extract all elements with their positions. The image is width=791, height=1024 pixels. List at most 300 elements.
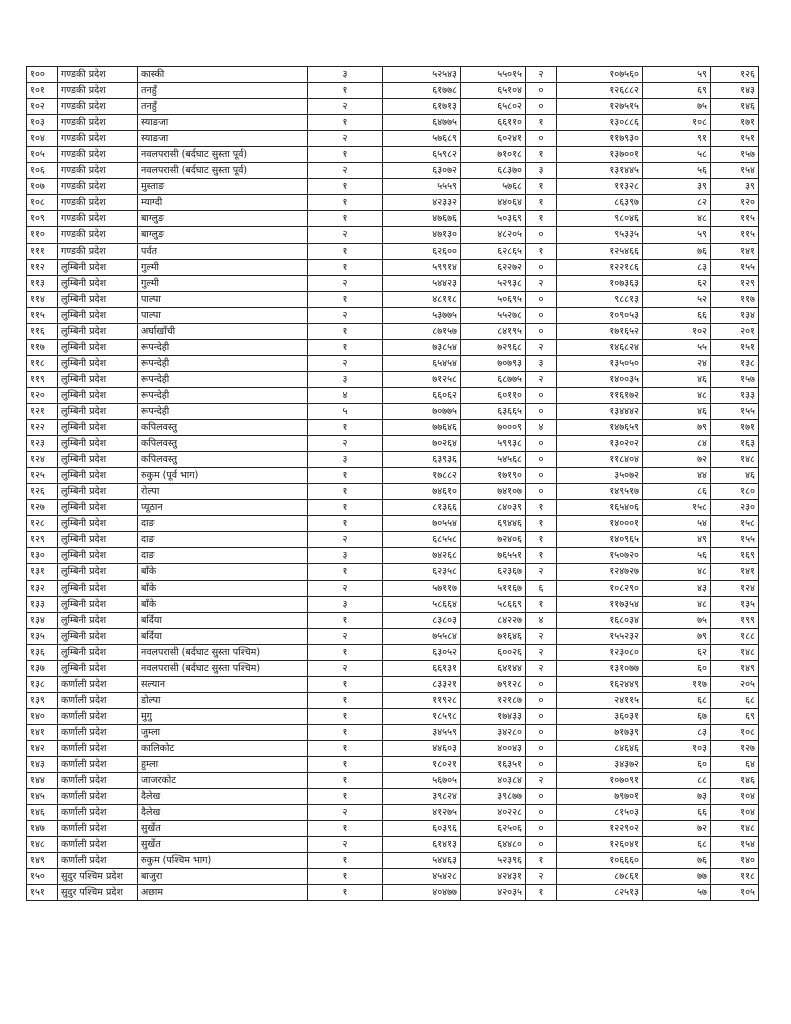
- province-cell: लुम्बिनी प्रदेश: [58, 436, 138, 452]
- serial-number-cell: १२४: [27, 452, 58, 468]
- value-e-cell: १५१: [711, 131, 759, 147]
- province-cell: गण्डकी प्रदेश: [58, 179, 138, 195]
- value-c-cell: ३: [526, 355, 557, 371]
- value-c-cell: २: [526, 869, 557, 885]
- value-d-cell: ४४: [643, 468, 711, 484]
- constituency-number-cell: ३: [308, 371, 383, 387]
- table-row: [27, 869, 759, 885]
- value-c-cell: २: [526, 564, 557, 580]
- value-e-cell: १५१: [711, 339, 759, 355]
- district-cell: सुर्खेत: [138, 837, 308, 853]
- value-c-cell: ०: [526, 805, 557, 821]
- constituency-number-cell: १: [308, 259, 383, 275]
- value-e-cell: १५५: [711, 532, 759, 548]
- province-cell: लुम्बिनी प्रदेश: [58, 548, 138, 564]
- total-cell: १३४४४२: [557, 403, 643, 419]
- table-row: [27, 644, 759, 660]
- value-a-cell: ७४२६८: [383, 548, 461, 564]
- total-cell: ८६३९७: [557, 195, 643, 211]
- table-row: [27, 596, 759, 612]
- value-d-cell: ४३: [643, 580, 711, 596]
- value-a-cell: ५२५४३: [383, 67, 461, 83]
- value-a-cell: ८१३६६: [383, 500, 461, 516]
- constituency-number-cell: ३: [308, 452, 383, 468]
- value-a-cell: १८५९८: [383, 708, 461, 724]
- value-a-cell: ६१७७८: [383, 83, 461, 99]
- serial-number-cell: १३०: [27, 548, 58, 564]
- value-c-cell: ०: [526, 708, 557, 724]
- value-e-cell: १५७: [711, 147, 759, 163]
- value-a-cell: ५९९१४: [383, 259, 461, 275]
- total-cell: १०७३६३: [557, 275, 643, 291]
- value-e-cell: २०१: [711, 323, 759, 339]
- value-b-cell: ६२८६५: [461, 243, 526, 259]
- value-a-cell: ८७१५७: [383, 323, 461, 339]
- value-b-cell: ६५१०४: [461, 83, 526, 99]
- total-cell: ११६१७२: [557, 387, 643, 403]
- constituency-number-cell: १: [308, 612, 383, 628]
- table-row: [27, 853, 759, 869]
- table-row: [27, 789, 759, 805]
- value-d-cell: १०३: [643, 740, 711, 756]
- value-e-cell: १२०: [711, 195, 759, 211]
- value-c-cell: २: [526, 371, 557, 387]
- table-row: [27, 821, 759, 837]
- constituency-number-cell: २: [308, 628, 383, 644]
- value-e-cell: ११५: [711, 211, 759, 227]
- total-cell: १०८२९०: [557, 580, 643, 596]
- value-a-cell: ५७६८९: [383, 131, 461, 147]
- value-c-cell: ०: [526, 99, 557, 115]
- province-cell: लुम्बिनी प्रदेश: [58, 291, 138, 307]
- table-row: [27, 243, 759, 259]
- value-a-cell: ६१७१३: [383, 99, 461, 115]
- value-c-cell: ४: [526, 612, 557, 628]
- province-cell: कर्णाली प्रदेश: [58, 692, 138, 708]
- value-b-cell: ५५२७८: [461, 307, 526, 323]
- value-a-cell: ६६०६२: [383, 387, 461, 403]
- constituency-number-cell: २: [308, 436, 383, 452]
- table-row: [27, 99, 759, 115]
- constituency-number-cell: ४: [308, 387, 383, 403]
- province-cell: लुम्बिनी प्रदेश: [58, 660, 138, 676]
- serial-number-cell: १२०: [27, 387, 58, 403]
- district-cell: प्यूठान: [138, 500, 308, 516]
- value-b-cell: ७२४०६: [461, 532, 526, 548]
- total-cell: १५५२३२: [557, 628, 643, 644]
- value-a-cell: ६२६००: [383, 243, 461, 259]
- value-e-cell: १४०: [711, 853, 759, 869]
- province-cell: लुम्बिनी प्रदेश: [58, 644, 138, 660]
- value-a-cell: ६५४५४: [383, 355, 461, 371]
- value-d-cell: ९१: [643, 131, 711, 147]
- serial-number-cell: १३६: [27, 644, 58, 660]
- value-e-cell: ६९: [711, 708, 759, 724]
- value-b-cell: ५८६६९: [461, 596, 526, 612]
- district-cell: गुल्मी: [138, 259, 308, 275]
- value-d-cell: ८३: [643, 724, 711, 740]
- value-e-cell: १५७: [711, 371, 759, 387]
- serial-number-cell: ११५: [27, 307, 58, 323]
- constituency-number-cell: १: [308, 644, 383, 660]
- value-e-cell: १४८: [711, 452, 759, 468]
- table-row: [27, 387, 759, 403]
- value-a-cell: ७३८५४: [383, 339, 461, 355]
- province-cell: लुम्बिनी प्रदेश: [58, 564, 138, 580]
- serial-number-cell: १३५: [27, 628, 58, 644]
- serial-number-cell: १२९: [27, 532, 58, 548]
- total-cell: १६५४०६: [557, 500, 643, 516]
- serial-number-cell: १११: [27, 243, 58, 259]
- province-cell: लुम्बिनी प्रदेश: [58, 259, 138, 275]
- district-cell: नवलपरासी (बर्दघाट सुस्ता पश्चिम): [138, 660, 308, 676]
- value-e-cell: १७१: [711, 115, 759, 131]
- constituency-number-cell: १: [308, 789, 383, 805]
- province-cell: गण्डकी प्रदेश: [58, 227, 138, 243]
- value-c-cell: १: [526, 195, 557, 211]
- value-b-cell: ६४१४४: [461, 660, 526, 676]
- total-cell: २४११५: [557, 692, 643, 708]
- table-row: [27, 179, 759, 195]
- district-cell: दाङ: [138, 516, 308, 532]
- total-cell: ३६०३१: [557, 708, 643, 724]
- value-c-cell: ०: [526, 484, 557, 500]
- constituency-number-cell: १: [308, 692, 383, 708]
- value-a-cell: ३९८२४: [383, 789, 461, 805]
- district-cell: रूपन्देही: [138, 371, 308, 387]
- total-cell: ७९७०१: [557, 789, 643, 805]
- value-d-cell: ७५: [643, 99, 711, 115]
- constituency-number-cell: १: [308, 195, 383, 211]
- value-b-cell: ८४१९५: [461, 323, 526, 339]
- value-b-cell: ५२३९६: [461, 853, 526, 869]
- serial-number-cell: १४६: [27, 805, 58, 821]
- value-e-cell: १५५: [711, 403, 759, 419]
- value-b-cell: ६०२४१: [461, 131, 526, 147]
- value-e-cell: ४६: [711, 468, 759, 484]
- value-b-cell: १७१९०: [461, 468, 526, 484]
- district-cell: दैलेख: [138, 789, 308, 805]
- total-cell: १२५४६६: [557, 243, 643, 259]
- province-cell: कर्णाली प्रदेश: [58, 837, 138, 853]
- value-d-cell: ८४: [643, 436, 711, 452]
- table-row: [27, 740, 759, 756]
- total-cell: १६२४४९: [557, 676, 643, 692]
- value-a-cell: ६१४१३: [383, 837, 461, 853]
- value-a-cell: ५७११७: [383, 580, 461, 596]
- serial-number-cell: १०५: [27, 147, 58, 163]
- value-c-cell: ०: [526, 692, 557, 708]
- district-cell: हुम्ला: [138, 757, 308, 773]
- total-cell: १५०७२०: [557, 548, 643, 564]
- constituency-number-cell: १: [308, 323, 383, 339]
- district-cell: दाङ: [138, 548, 308, 564]
- value-d-cell: ६२: [643, 644, 711, 660]
- total-cell: ११३२८: [557, 179, 643, 195]
- value-d-cell: ७६: [643, 853, 711, 869]
- province-cell: कर्णाली प्रदेश: [58, 708, 138, 724]
- province-cell: गण्डकी प्रदेश: [58, 195, 138, 211]
- total-cell: १३७००१: [557, 147, 643, 163]
- value-a-cell: ६२३५८: [383, 564, 461, 580]
- table-row: [27, 516, 759, 532]
- value-c-cell: २: [526, 628, 557, 644]
- total-cell: १४६८२४: [557, 339, 643, 355]
- value-b-cell: ४०३८४: [461, 773, 526, 789]
- value-e-cell: १९९: [711, 612, 759, 628]
- constituency-number-cell: १: [308, 179, 383, 195]
- value-a-cell: ४२३३२: [383, 195, 461, 211]
- table-row: [27, 676, 759, 692]
- value-e-cell: १३५: [711, 596, 759, 612]
- serial-number-cell: १२६: [27, 484, 58, 500]
- value-d-cell: ३९: [643, 179, 711, 195]
- value-b-cell: ७९१२८: [461, 676, 526, 692]
- province-cell: कर्णाली प्रदेश: [58, 740, 138, 756]
- district-cell: रोल्पा: [138, 484, 308, 500]
- province-cell: लुम्बिनी प्रदेश: [58, 323, 138, 339]
- table-row: [27, 355, 759, 371]
- value-b-cell: ६२३६७: [461, 564, 526, 580]
- value-e-cell: १२६: [711, 67, 759, 83]
- value-b-cell: ६००२६: [461, 644, 526, 660]
- province-cell: कर्णाली प्रदेश: [58, 773, 138, 789]
- serial-number-cell: १२३: [27, 436, 58, 452]
- province-cell: लुम्बिनी प्रदेश: [58, 355, 138, 371]
- value-b-cell: ७१६४६: [461, 628, 526, 644]
- value-a-cell: ५४४२३: [383, 275, 461, 291]
- table-row: [27, 131, 759, 147]
- constituency-number-cell: २: [308, 307, 383, 323]
- value-e-cell: १४९: [711, 660, 759, 676]
- district-cell: अछाम: [138, 885, 308, 901]
- serial-number-cell: १४८: [27, 837, 58, 853]
- serial-number-cell: १०८: [27, 195, 58, 211]
- district-cell: स्याङजा: [138, 131, 308, 147]
- value-c-cell: २: [526, 67, 557, 83]
- total-cell: १२३०८०: [557, 644, 643, 660]
- value-b-cell: ४८२०५: [461, 227, 526, 243]
- value-e-cell: १४३: [711, 83, 759, 99]
- value-d-cell: १५८: [643, 500, 711, 516]
- table-row: [27, 211, 759, 227]
- total-cell: ३४३७२: [557, 757, 643, 773]
- value-c-cell: १: [526, 211, 557, 227]
- total-cell: ११७९३०: [557, 131, 643, 147]
- value-b-cell: ६३६६५: [461, 403, 526, 419]
- total-cell: १४०००१: [557, 516, 643, 532]
- value-e-cell: १६९: [711, 548, 759, 564]
- table-row: [27, 708, 759, 724]
- value-b-cell: ४००४३: [461, 740, 526, 756]
- value-c-cell: ०: [526, 740, 557, 756]
- value-e-cell: १३३: [711, 387, 759, 403]
- table-row: [27, 403, 759, 419]
- value-d-cell: ४९: [643, 532, 711, 548]
- value-b-cell: ५११६७: [461, 580, 526, 596]
- province-cell: गण्डकी प्रदेश: [58, 147, 138, 163]
- value-b-cell: ८४२२७: [461, 612, 526, 628]
- value-d-cell: १०८: [643, 115, 711, 131]
- table-row: [27, 532, 759, 548]
- value-b-cell: ५९९३८: [461, 436, 526, 452]
- total-cell: १२६०४१: [557, 837, 643, 853]
- value-d-cell: ४८: [643, 211, 711, 227]
- value-c-cell: ०: [526, 307, 557, 323]
- total-cell: ११७३५४: [557, 596, 643, 612]
- value-b-cell: ६६११०: [461, 115, 526, 131]
- district-cell: मुस्ताङ: [138, 179, 308, 195]
- serial-number-cell: ११८: [27, 355, 58, 371]
- district-cell: पाल्पा: [138, 307, 308, 323]
- total-cell: ८२५१३: [557, 885, 643, 901]
- value-e-cell: १५४: [711, 163, 759, 179]
- total-cell: १३५०५०: [557, 355, 643, 371]
- value-b-cell: ६५८०२: [461, 99, 526, 115]
- serial-number-cell: १२७: [27, 500, 58, 516]
- district-cell: बाँके: [138, 564, 308, 580]
- table-row: [27, 837, 759, 853]
- value-c-cell: १: [526, 548, 557, 564]
- value-d-cell: ६७: [643, 708, 711, 724]
- district-cell: तनहुँ: [138, 99, 308, 115]
- total-cell: १३०८८६: [557, 115, 643, 131]
- district-cell: दैलेख: [138, 805, 308, 821]
- constituency-number-cell: २: [308, 660, 383, 676]
- constituency-number-cell: २: [308, 163, 383, 179]
- value-a-cell: ५८६६४: [383, 596, 461, 612]
- district-cell: बर्दिया: [138, 628, 308, 644]
- province-cell: गण्डकी प्रदेश: [58, 83, 138, 99]
- value-e-cell: १०४: [711, 805, 759, 821]
- table-row: [27, 452, 759, 468]
- value-c-cell: ०: [526, 468, 557, 484]
- serial-number-cell: १२५: [27, 468, 58, 484]
- value-d-cell: ६२: [643, 275, 711, 291]
- table-row: [27, 773, 759, 789]
- serial-number-cell: १३२: [27, 580, 58, 596]
- value-a-cell: ५४४६३: [383, 853, 461, 869]
- value-a-cell: १७८८२: [383, 468, 461, 484]
- constituency-number-cell: ५: [308, 403, 383, 419]
- table-row: [27, 275, 759, 291]
- district-cell: रूपन्देही: [138, 387, 308, 403]
- serial-number-cell: १४४: [27, 773, 58, 789]
- value-e-cell: १३४: [711, 307, 759, 323]
- value-a-cell: ६३०७२: [383, 163, 461, 179]
- district-cell: रुकुम (पूर्व भाग): [138, 468, 308, 484]
- serial-number-cell: ११३: [27, 275, 58, 291]
- district-cell: बर्दिया: [138, 612, 308, 628]
- value-d-cell: ६८: [643, 837, 711, 853]
- value-a-cell: ७४६१०: [383, 484, 461, 500]
- value-d-cell: ६९: [643, 83, 711, 99]
- value-e-cell: ११५: [711, 227, 759, 243]
- province-cell: गण्डकी प्रदेश: [58, 211, 138, 227]
- district-cell: नवलपरासी (बर्दघाट सुस्ता पूर्व): [138, 163, 308, 179]
- district-cell: म्याग्दी: [138, 195, 308, 211]
- value-c-cell: १: [526, 532, 557, 548]
- value-e-cell: १०४: [711, 789, 759, 805]
- district-cell: रुकुम (पश्चिम भाग): [138, 853, 308, 869]
- value-c-cell: ०: [526, 837, 557, 853]
- value-b-cell: ५२९३८: [461, 275, 526, 291]
- table-row: [27, 548, 759, 564]
- table-row: [27, 724, 759, 740]
- value-a-cell: ८३३२१: [383, 676, 461, 692]
- district-cell: जुम्ला: [138, 724, 308, 740]
- value-d-cell: ६६: [643, 805, 711, 821]
- serial-number-cell: १०१: [27, 83, 58, 99]
- constituency-number-cell: १: [308, 420, 383, 436]
- value-b-cell: ५५०१५: [461, 67, 526, 83]
- total-cell: १४००३५: [557, 371, 643, 387]
- serial-number-cell: १५०: [27, 869, 58, 885]
- value-c-cell: ०: [526, 131, 557, 147]
- value-c-cell: ०: [526, 259, 557, 275]
- constituency-number-cell: १: [308, 115, 383, 131]
- value-d-cell: २४: [643, 355, 711, 371]
- value-d-cell: ५६: [643, 548, 711, 564]
- value-e-cell: १४८: [711, 644, 759, 660]
- table-row: [27, 436, 759, 452]
- serial-number-cell: ११९: [27, 371, 58, 387]
- value-c-cell: २: [526, 644, 557, 660]
- value-c-cell: ०: [526, 789, 557, 805]
- value-a-cell: ५५५९: [383, 179, 461, 195]
- value-c-cell: १: [526, 179, 557, 195]
- value-a-cell: ११९२८: [383, 692, 461, 708]
- district-cell: कपिलवस्तु: [138, 436, 308, 452]
- total-cell: ११८४०४: [557, 452, 643, 468]
- constituency-number-cell: १: [308, 724, 383, 740]
- constituency-number-cell: १: [308, 516, 383, 532]
- district-cell: रूपन्देही: [138, 339, 308, 355]
- value-b-cell: ६४४८०: [461, 837, 526, 853]
- total-cell: १४०९६५: [557, 532, 643, 548]
- serial-number-cell: १३१: [27, 564, 58, 580]
- table-row: [27, 628, 759, 644]
- total-cell: १२६८८२: [557, 83, 643, 99]
- serial-number-cell: १३४: [27, 612, 58, 628]
- province-cell: गण्डकी प्रदेश: [58, 115, 138, 131]
- value-a-cell: ६४७७५: [383, 115, 461, 131]
- district-cell: पाल्पा: [138, 291, 308, 307]
- serial-number-cell: १३३: [27, 596, 58, 612]
- value-d-cell: ५२: [643, 291, 711, 307]
- total-cell: ७१७३९: [557, 724, 643, 740]
- constituency-number-cell: २: [308, 805, 383, 821]
- value-d-cell: ७३: [643, 789, 711, 805]
- serial-number-cell: १३७: [27, 660, 58, 676]
- value-d-cell: ८८: [643, 773, 711, 789]
- value-d-cell: ८६: [643, 484, 711, 500]
- constituency-number-cell: १: [308, 211, 383, 227]
- value-e-cell: १४६: [711, 99, 759, 115]
- constituency-number-cell: २: [308, 275, 383, 291]
- value-b-cell: ५०३६९: [461, 211, 526, 227]
- province-cell: लुम्बिनी प्रदेश: [58, 403, 138, 419]
- table-body: [27, 67, 759, 901]
- table-row: [27, 259, 759, 275]
- district-cell: अर्घाखाँची: [138, 323, 308, 339]
- province-cell: लुम्बिनी प्रदेश: [58, 612, 138, 628]
- total-cell: ८४६४६: [557, 740, 643, 756]
- constituency-number-cell: १: [308, 853, 383, 869]
- value-d-cell: ४६: [643, 403, 711, 419]
- province-cell: कर्णाली प्रदेश: [58, 724, 138, 740]
- constituency-number-cell: १: [308, 468, 383, 484]
